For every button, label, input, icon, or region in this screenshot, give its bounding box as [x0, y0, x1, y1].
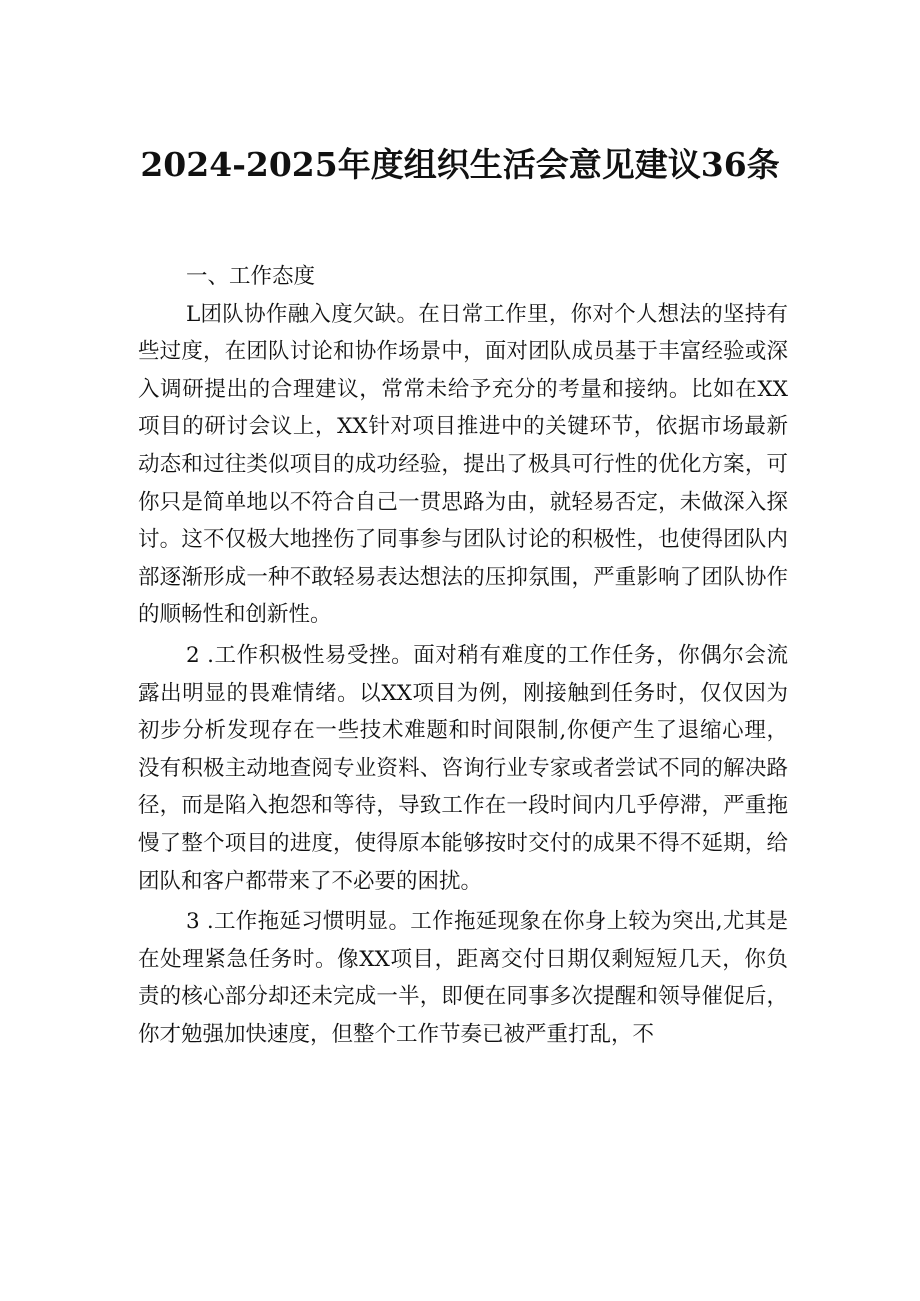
document-body — [138, 258, 788, 1053]
paragraph-3: 3 .工作拖延习惯明显。工作拖延现象在你身上较为突出,尤其是在处理紧急任务时。像XX项目，距离交付日期仅剩短短几天，你负责的核心部分却还未完成一半，即便在同事多次提醒和领导催促后，你才勉强加快速度，但整个工作节奏已被严重打乱，不 — [138, 909, 788, 1047]
section-heading: 一、工作态度 — [186, 264, 316, 289]
paragraph-1: L团队协作融入度欠缺。在日常工作里，你对个人想法的坚持有些过度，在团队讨论和协作场景中，面对团队成员基于丰富经验或深入调研提出的合理建议，常常未给予充分的考量和接纳。比如在XX项目的研讨会议上，XX针对项目推进中的关键环节，依据市场最新动态和过往类似项目的成功经验，提出了极具可行性的优化方案，可你只是简单地以不符合自己一贯思路为由，就轻易否定，未做深入探讨。这不仅极大地挫伤了同事参与团队讨论的积极性，也使得团队内部逐渐形成一种不敢轻易表达想法的压抑氛围，严重影响了团队协作的顺畅性和创新性。 — [138, 301, 788, 628]
document-title: 2024-2025年度组织生活会意见建议36条 — [140, 145, 780, 184]
paragraph-2: 2 .工作积极性易受挫。面对稍有难度的工作任务，你偶尔会流露出明显的畏难情绪。以XX项目为例，刚接触到任务时，仅仅因为初步分析发现存在一些技术难题和时间限制,你便产生了退缩心理，没有积极主动地查阅专业资料、咨询行业专家或者尝试不同的解决路径，而是陷入抱怨和等待，导致工作在一段时间内几乎停滞，严重拖慢了整个项目的进度，使得原本能够按时交付的成果不得不延期，给团队和客户都带来了不必要的困扰。 — [138, 642, 788, 894]
